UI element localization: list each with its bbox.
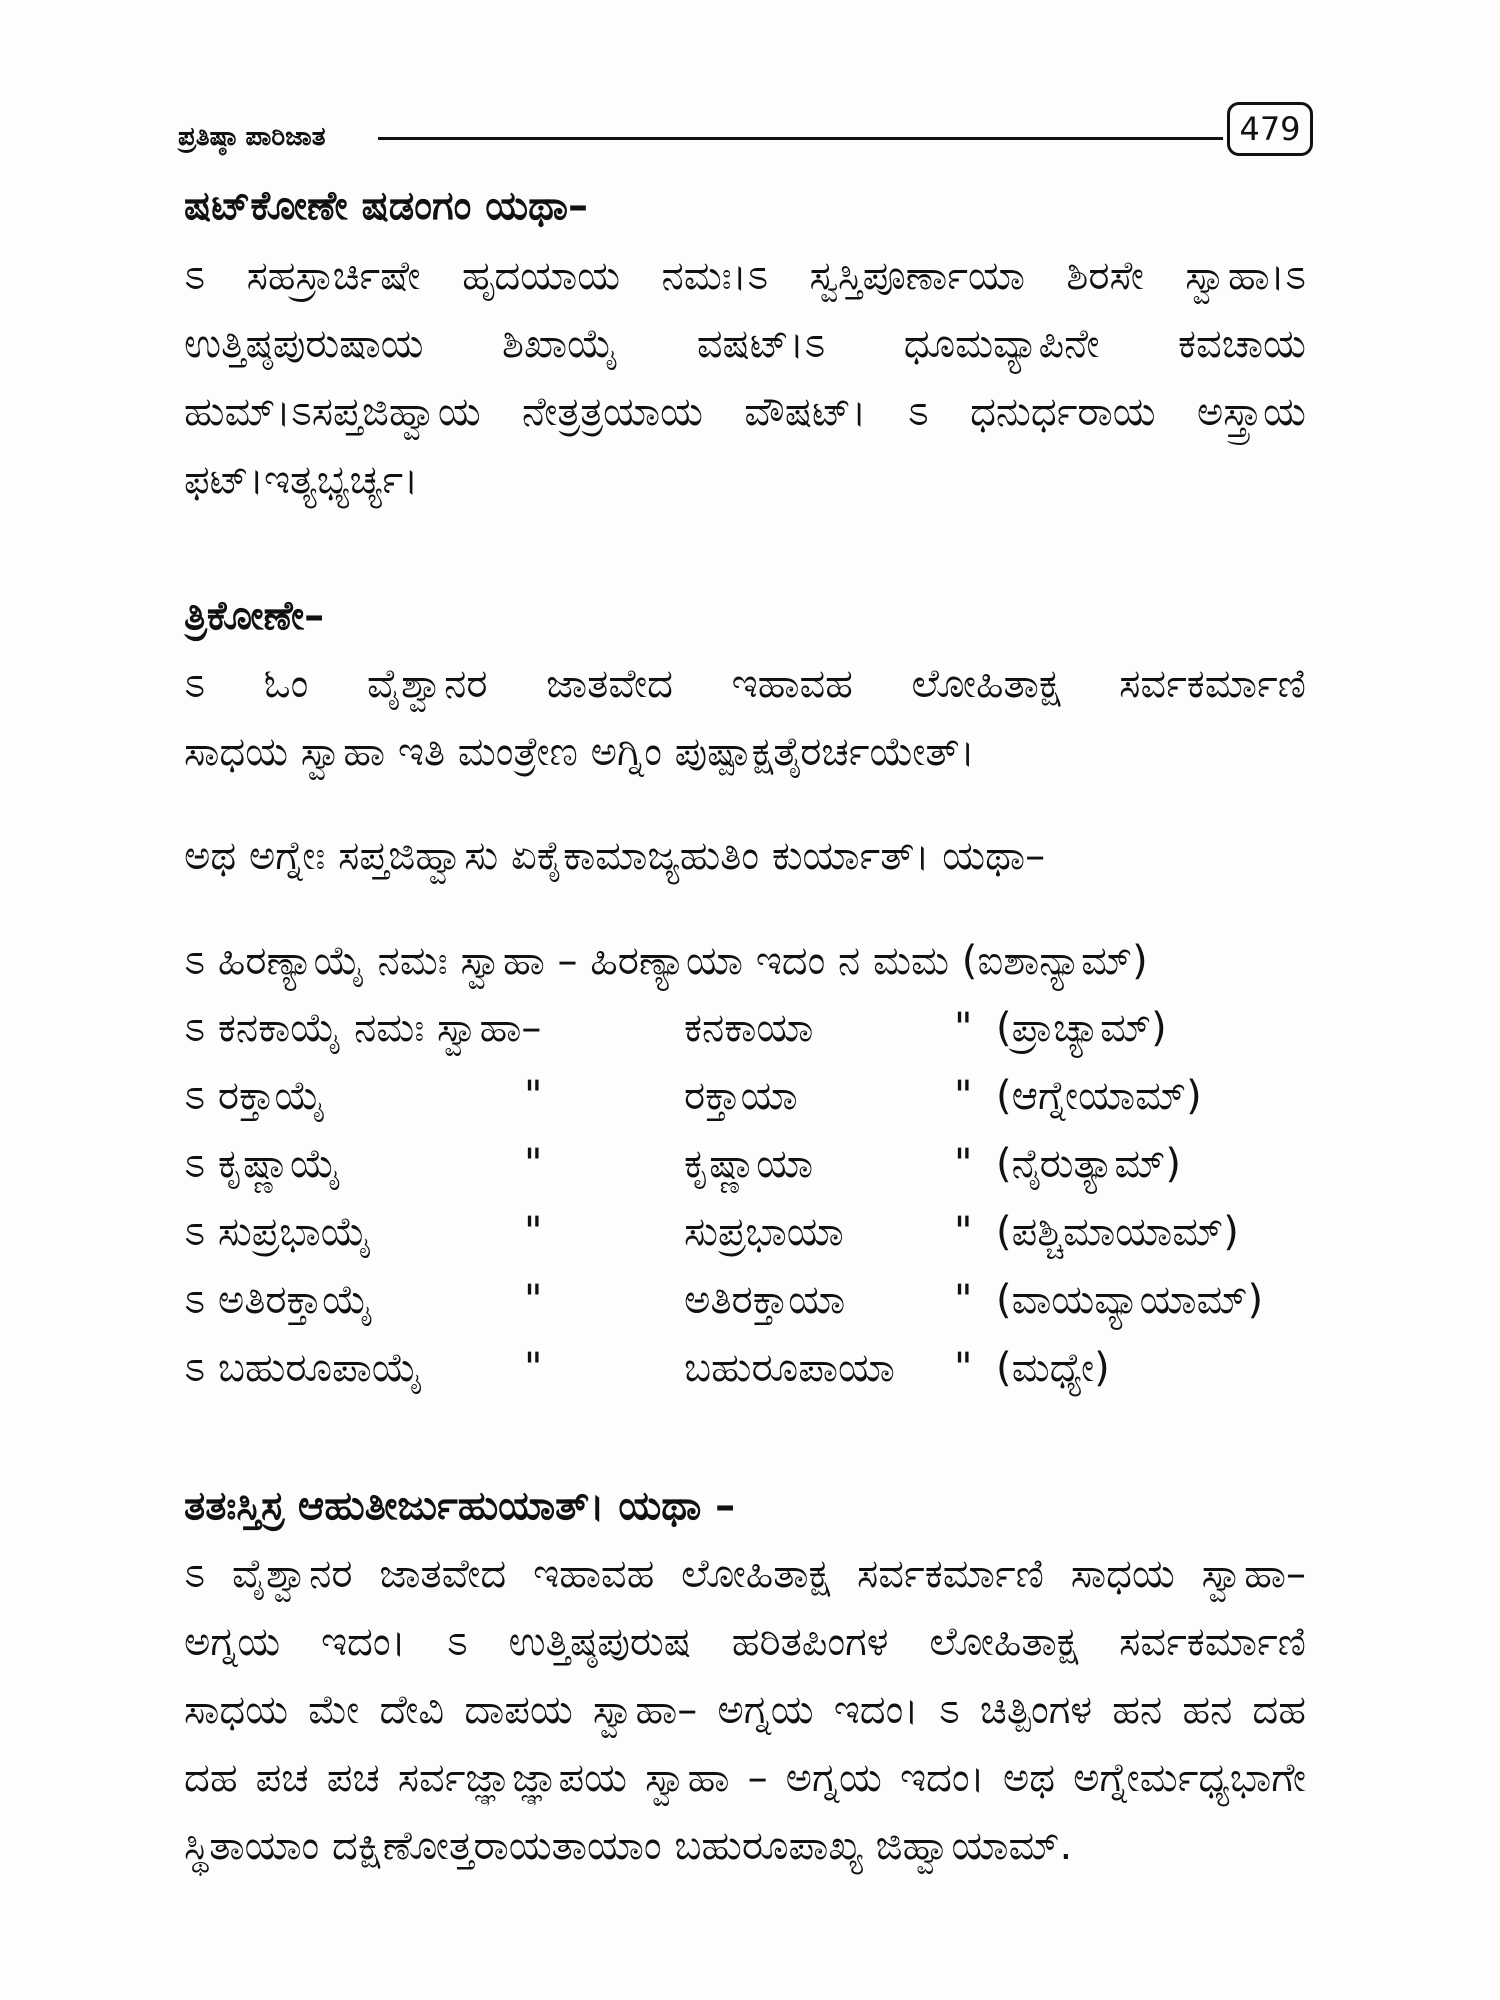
page-number: 479 — [1227, 102, 1313, 156]
offering-recipient: ರಕ್ತಾಯಾ — [684, 1073, 798, 1119]
section-heading-trikona: ತ್ರಿಕೋಣೇ– — [184, 593, 325, 639]
ditto-mark: " — [524, 1209, 543, 1255]
section-heading-tatah: ತತಃಸ್ತಿಸ್ರ ಆಹುತೀರ್ಜುಹುಯಾತ್। ಯಥಾ – — [184, 1483, 736, 1529]
direction: (ವಾಯವ್ಯಾಯಾಮ್) — [996, 1277, 1264, 1323]
ditto-mark: " — [524, 1141, 543, 1187]
offering-recipient: ಕೃಷ್ಣಾಯಾ — [684, 1141, 814, 1187]
ditto-mark: " — [954, 1073, 973, 1119]
ditto-mark: " — [954, 1345, 973, 1391]
section-heading-shatkona: ಷಟ್‌ಕೋಣೇ ಷಡಂಗಂ ಯಥಾ– — [184, 183, 589, 229]
list-item: ಽ ಹಿರಣ್ಯಾಯೈ ನಮಃ ಸ್ವಾಹಾ – ಹಿರಣ್ಯಾಯಾ ಇದಂ ನ ಮಮ (ಐಶಾನ್ಯಾಮ್) — [184, 938, 1148, 984]
page-header — [178, 100, 1313, 160]
header-rule — [378, 137, 1223, 140]
offering-recipient: ಸುಪ್ರಭಾಯಾ — [684, 1209, 844, 1255]
offering-name: ಽ ರಕ್ತಾಯೈ — [184, 1073, 326, 1119]
offering-recipient: ಕನಕಾಯಾ — [684, 1005, 814, 1051]
running-title: ಪ್ರತಿಷ್ಠಾ ಪಾರಿಜಾತ — [178, 122, 326, 152]
offering-name: ಽ ಅತಿರಕ್ತಾಯೈ — [184, 1277, 374, 1323]
text-line: ಅಗ್ನಯ ಇದಂ। ಽ ಉತ್ತಿಷ್ಠಪುರುಷ ಹರಿತಪಿಂಗಳ ಲೋಹಿತಾಕ್ಷ ಸರ್ವಕರ್ಮಾಣಿ — [184, 1619, 1306, 1665]
direction: (ಪಶ್ಚಿಮಾಯಾಮ್) — [996, 1209, 1239, 1255]
offering-recipient: ಅತಿರಕ್ತಾಯಾ — [684, 1277, 846, 1323]
text-line: ಽ ಓಂ ವೈಶ್ವಾನರ ಜಾತವೇದ ಇಹಾವಹ ಲೋಹಿತಾಕ್ಷ ಸರ್ವಕರ್ಮಾಣಿ — [184, 661, 1306, 707]
direction: (ಪ್ರಾಚ್ಯಾಮ್) — [996, 1005, 1167, 1051]
text-line: ದಹ ಪಚ ಪಚ ಸರ್ವಜ್ಞಾಜ್ಞಾಪಯ ಸ್ವಾಹಾ – ಅಗ್ನಯ ಇದಂ। ಅಥ ಅಗ್ನೇರ್ಮಧ್ಯಭಾಗೇ — [184, 1755, 1306, 1801]
ditto-mark: " — [524, 1277, 543, 1323]
list-item — [184, 1274, 1324, 1330]
ditto-mark: " — [954, 1005, 973, 1051]
text-line: ಅಥ ಅಗ್ನೇಃ ಸಪ್ತಜಿಹ್ವಾಸು ಏಕೈಕಾಮಾಜ್ಯಹುತಿಂ ಕುರ್ಯಾತ್। ಯಥಾ– — [184, 833, 1046, 879]
ditto-mark: " — [524, 1073, 543, 1119]
direction: (ನೈರುತ್ಯಾಮ್) — [996, 1141, 1181, 1187]
text-line: ಸ್ಥಿತಾಯಾಂ ದಕ್ಷಿಣೋತ್ತರಾಯತಾಯಾಂ ಬಹುರೂಪಾಖ್ಯ ಜಿಹ್ವಾಯಾಮ್. — [184, 1823, 1073, 1869]
text-line: ಽ ಸಹಸ್ರಾರ್ಚಿಷೇ ಹೃದಯಾಯ ನಮಃ।ಽ ಸ್ವಸ್ತಿಪೂರ್ಣಾಯಾ ಶಿರಸೇ ಸ್ವಾಹಾ।ಽ — [184, 253, 1306, 299]
ditto-mark: " — [524, 1345, 543, 1391]
list-item — [184, 1138, 1324, 1194]
text-line: ಸಾಧಯ ಮೇ ದೇವಿ ದಾಪಯ ಸ್ವಾಹಾ– ಅಗ್ನಯ ಇದಂ। ಽ ಚಿತ್ಪಿಂಗಳ ಹನ ಹನ ದಹ — [184, 1687, 1306, 1733]
offering-name: ಽ ಕನಕಾಯೈ ನಮಃ ಸ್ವಾಹಾ– — [184, 1005, 542, 1051]
text-line: ಫಟ್।ಇತ್ಯಭ್ಯರ್ಚ್ಯ। — [184, 457, 419, 503]
text-line: ಸಾಧಯ ಸ್ವಾಹಾ ಇತಿ ಮಂತ್ರೇಣ ಅಗ್ನಿಂ ಪುಷ್ಪಾಕ್ಷತೈರರ್ಚಯೇತ್। — [184, 729, 975, 775]
list-item — [184, 1342, 1324, 1398]
offering-recipient: ಬಹುರೂಪಾಯಾ — [684, 1345, 895, 1391]
text-line: ಉತ್ತಿಷ್ಠಪುರುಷಾಯ ಶಿಖಾಯೈ ವಷಟ್।ಽ ಧೂಮವ್ಯಾಪಿನೇ ಕವಚಾಯ — [184, 321, 1306, 367]
ditto-mark: " — [954, 1277, 973, 1323]
text-line: ಹುಮ್।ಽಸಪ್ತಜಿಹ್ವಾಯ ನೇತ್ರತ್ರಯಾಯ ವೌಷಟ್। ಽ ಧನುರ್ಧರಾಯ ಅಸ್ತ್ರಾಯ — [184, 389, 1306, 435]
offering-name: ಽ ಕೃಷ್ಣಾಯೈ — [184, 1141, 342, 1187]
offering-name: ಽ ಸುಪ್ರಭಾಯೈ — [184, 1209, 372, 1255]
text-line: ಽ ವೈಶ್ವಾನರ ಜಾತವೇದ ಇಹಾವಹ ಲೋಹಿತಾಕ್ಷ ಸರ್ವಕರ್ಮಾಣಿ ಸಾಧಯ ಸ್ವಾಹಾ– — [184, 1551, 1306, 1597]
ditto-mark: " — [954, 1141, 973, 1187]
list-item — [184, 1206, 1324, 1262]
list-item — [184, 1002, 1324, 1058]
offering-name: ಽ ಬಹುರೂಪಾಯೈ — [184, 1345, 423, 1391]
ditto-mark: " — [954, 1209, 973, 1255]
direction: (ಮಧ್ಯೇ) — [996, 1345, 1110, 1391]
list-item — [184, 1070, 1324, 1126]
direction: (ಆಗ್ನೇಯಾಮ್) — [996, 1073, 1202, 1119]
